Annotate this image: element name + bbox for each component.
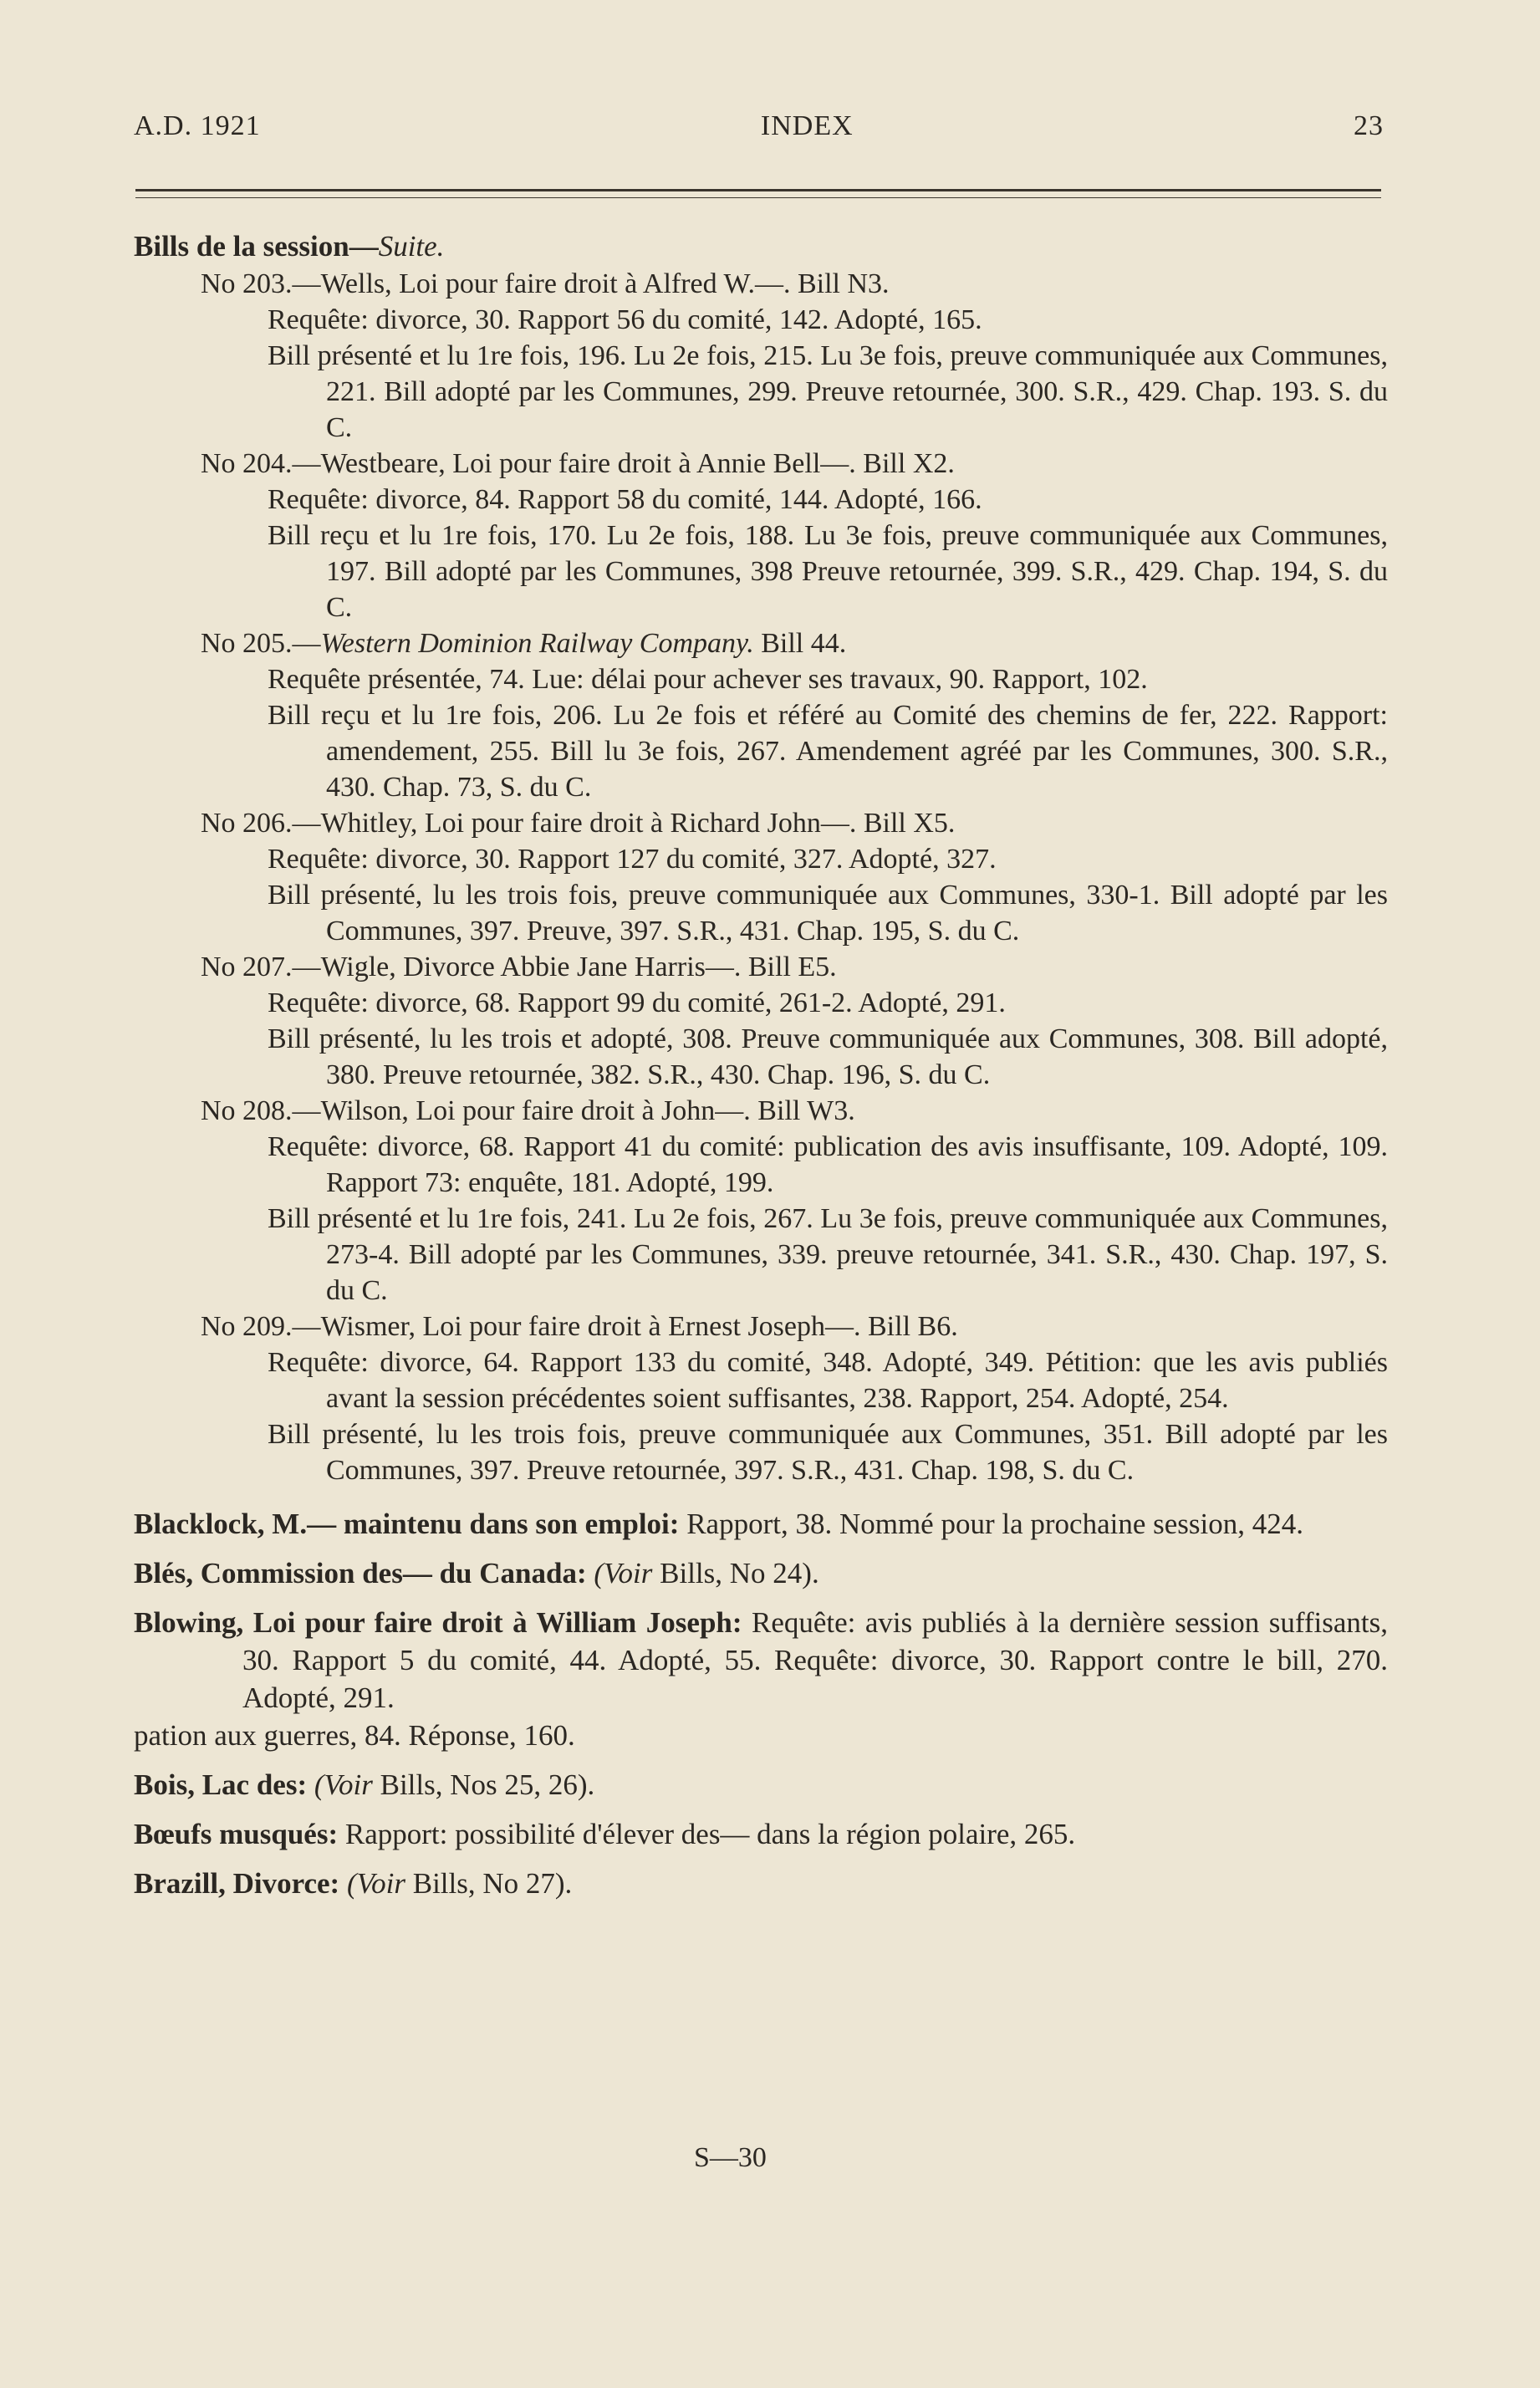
bill-list [134,266,1388,1488]
bill-paragraph: Bill reçu et lu 1re fois, 170. Lu 2e fois, 188. Lu 3e fois, preuve communiquée aux Communes, 197. Bill adopté par les Communes, 398 Preuve retournée, 399. S.R., 429. Chap. 194, S. du C. [268,520,1388,623]
entry-voir: (Voir [339,1867,405,1900]
bill-number: No 206.— [201,808,321,839]
index-entry [134,1865,1388,1902]
bill-title [134,625,1388,661]
bill-reference: Bill E5. [741,952,837,982]
entry-voir: (Voir [586,1557,653,1589]
bill-name: Wismer, Loi pour faire droit à Ernest Joseph—. [320,1311,861,1342]
spacer [134,1754,1388,1766]
bill-reference: Bill B6. [860,1311,958,1342]
bill-reference: Bill X5. [856,808,956,839]
signature-mark: S—30 [694,2142,767,2173]
bill-entry [134,266,1388,446]
bill-title [134,446,1388,482]
bill-name: Wigle, Divorce Abbie Jane Harris—. [320,952,742,982]
entry-voir: (Voir [307,1768,373,1801]
entry-text: pation aux guerres, 84. Réponse, 160. [134,1719,575,1752]
bill-paragraph: Requête: divorce, 68. Rapport 99 du comité, 261-2. Adopté, 291. [268,987,1006,1018]
bill-number: No 207.— [201,952,321,982]
index-entry [134,1554,1388,1592]
spacer [134,1853,1388,1865]
bill-title [134,266,1388,302]
page-number: 23 [1354,110,1384,141]
header-rule-thin [135,197,1381,198]
bill-reference: Bill W3. [750,1095,855,1126]
bill-number: No 208.— [201,1095,321,1126]
spacer [134,1488,1388,1505]
header-year: A.D. 1921 [134,110,261,141]
bill-reference: Bill N3. [790,268,890,299]
bill-name: Whitley, Loi pour faire droit à Richard John—. [320,808,857,839]
spacer [134,1543,1388,1554]
bill-paragraph: Requête: divorce, 30. Rapport 127 du comité, 327. Adopté, 327. [268,844,997,875]
entry-text: Bills, Nos 25, 26). [372,1768,595,1801]
header-rule-thick [135,189,1381,191]
index-entry [134,1815,1388,1853]
bill-reference: Bill 44. [753,628,847,659]
bill-paragraph: Requête présentée, 74. Lue: délai pour achever ses travaux, 90. Rapport, 102. [268,664,1148,695]
bill-title [134,1309,1388,1345]
bill-paragraph: Requête: divorce, 30. Rapport 56 du comité, 142. Adopté, 165. [268,304,982,335]
bill-paragraph: Bill présenté et lu 1re fois, 241. Lu 2e fois, 267. Lu 3e fois, preuve communiquée aux Communes, 273-4. Bill adopté par les Communes, 339. preuve retournée, 341. S.R., 430. Chap. 197, S. du C. [268,1203,1388,1306]
bill-name: Wilson, Loi pour faire droit à John—. [320,1095,751,1126]
bill-title [134,949,1388,985]
index-entry [134,1604,1388,1717]
spacer [134,1592,1388,1604]
entry-text: Rapport: possibilité d'élever des— dans la région polaire, 265. [338,1818,1076,1850]
entry-heading: Bois, Lac des: [134,1768,308,1801]
bill-reference: Bill X2. [855,448,955,479]
bill-paragraph: Bill reçu et lu 1re fois, 206. Lu 2e fois et référé au Comité des chemins de fer, 222. Rapport: amendement, 255. Bill lu 3e fois, 267. Amendement agréé par les Communes, 300. S.R., 430. Chap. 73, S. du C. [268,700,1388,803]
entry-heading: Blowing, Loi pour faire droit à William Joseph: [134,1606,742,1639]
bill-name: Western Dominion Railway Company. [320,628,754,659]
entry-list [134,1488,1388,1914]
bill-number: No 205.— [201,628,321,659]
entry-heading: Brazill, Divorce: [134,1867,340,1900]
entry-heading: Bœufs musqués: [134,1818,339,1850]
bill-name: Westbeare, Loi pour faire droit à Annie Bell—. [320,448,856,479]
spacer [134,1804,1388,1815]
entry-text: Bills, No 24). [652,1557,819,1589]
bill-number: No 203.— [201,268,321,299]
index-entry [134,1505,1388,1543]
spacer [134,1902,1388,1914]
bill-paragraph: Bill présenté, lu les trois fois, preuve communiquée aux Communes, 330-1. Bill adopté par les Communes, 397. Preuve, 397. S.R., 431. Chap. 195, S. du C. [268,880,1388,947]
bill-number: No 209.— [201,1311,321,1342]
section-suite: Suite. [378,230,445,263]
running-head [134,110,1384,142]
entry-text: Rapport, 38. Nommé pour la prochaine session, 424. [679,1508,1303,1540]
index-content [134,227,1388,1914]
bill-number: No 204.— [201,448,321,479]
entry-heading: Blés, Commission des— du Canada: [134,1557,587,1589]
index-entry [134,1766,1388,1804]
bill-paragraph: Requête: divorce, 64. Rapport 133 du comité, 348. Adopté, 349. Pétition: que les avis publiés avant la session précédentes soient suffisantes, 238. Rapport, 254. Adopté, 254. [268,1347,1388,1414]
bill-entry [134,1093,1388,1309]
bill-paragraph: Requête: divorce, 84. Rapport 58 du comité, 144. Adopté, 166. [268,484,982,515]
bill-entry [134,625,1388,805]
section-title: Bills de la session— [134,230,379,263]
entry-heading: Blacklock, M.— maintenu dans son emploi: [134,1508,680,1540]
section-heading [134,227,1388,266]
bill-entry [134,1309,1388,1488]
bill-entry [134,949,1388,1093]
entry-text: Bills, No 27). [405,1867,573,1900]
header-title: INDEX [760,110,854,141]
entry-text: Requête: avis publiés à la dernière session suffisants, 30. Rapport 5 du comité, 44. Adopté, 55. Requête: divorce, 30. Rapport contre le bill, 270. Adopté, 291. [242,1606,1388,1714]
bill-paragraph: Bill présenté, lu les trois fois, preuve communiquée aux Communes, 351. Bill adopté par les Communes, 397. Preuve retournée, 397. S.R., 431. Chap. 198, S. du C. [268,1419,1388,1486]
bill-paragraph: Bill présenté et lu 1re fois, 196. Lu 2e fois, 215. Lu 3e fois, preuve communiquée aux Communes, 221. Bill adopté par les Communes, 299. Preuve retournée, 300. S.R., 429. Chap. 193. S. du C. [268,340,1388,443]
bill-title [134,1093,1388,1129]
bill-paragraph: Bill présenté, lu les trois et adopté, 308. Preuve communiquée aux Communes, 308. Bill adopté, 380. Preuve retournée, 382. S.R., 430. Chap. 196, S. du C. [268,1023,1388,1090]
bill-entry [134,805,1388,949]
bill-entry [134,446,1388,625]
bill-name: Wells, Loi pour faire droit à Alfred W.—. [320,268,791,299]
index-entry [134,1717,1388,1754]
bill-title [134,805,1388,841]
bill-paragraph: Requête: divorce, 68. Rapport 41 du comité: publication des avis insuffisante, 109. Adopté, 109. Rapport 73: enquête, 181. Adopté, 199. [268,1131,1388,1198]
